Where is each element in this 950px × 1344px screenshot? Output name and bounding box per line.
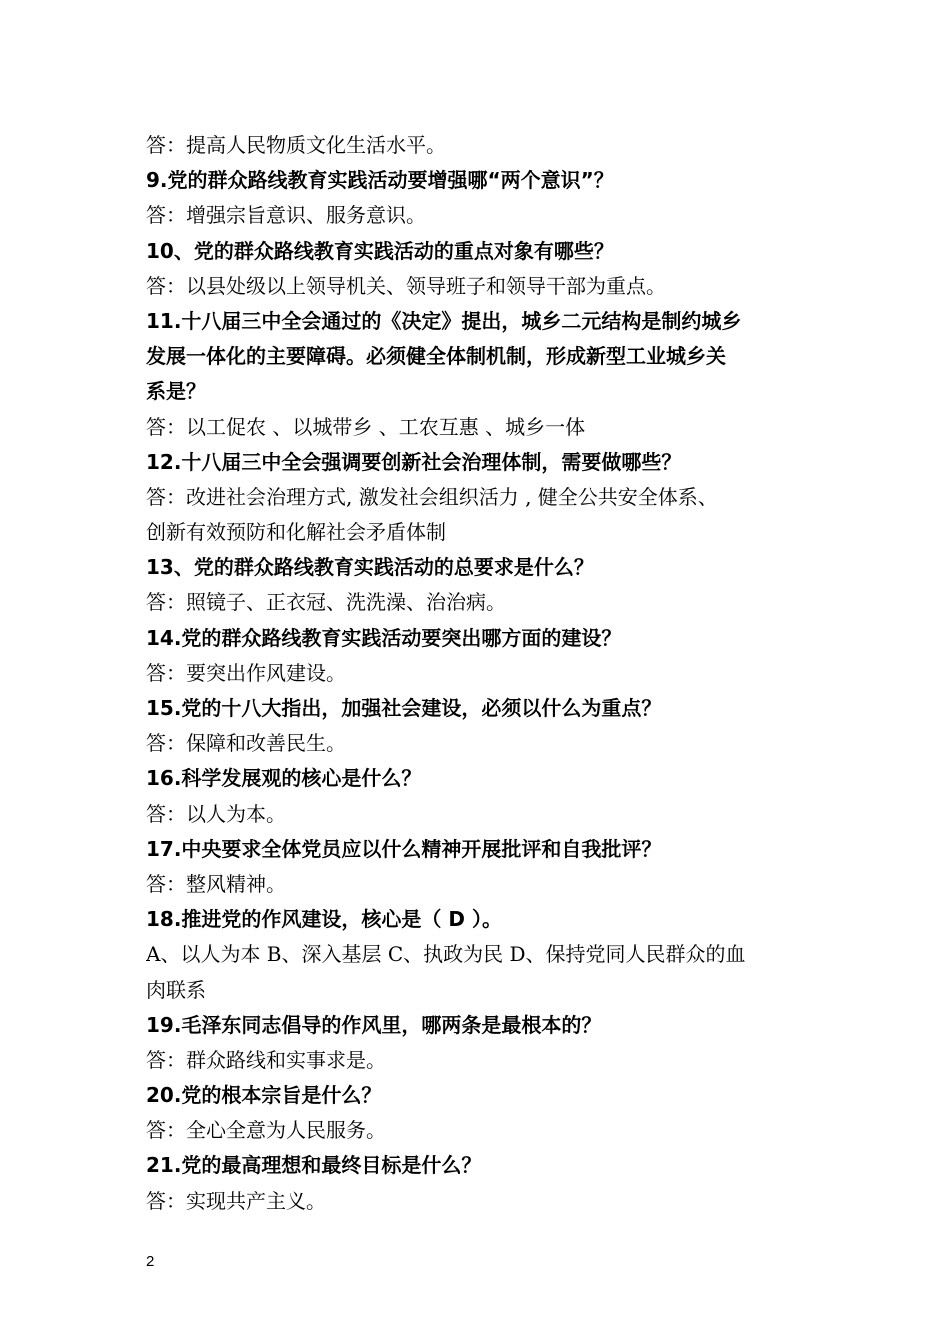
question-line: 16.科学发展观的核心是什么？ xyxy=(146,766,422,791)
answer-line: 答：改进社会治理方式, 激发社会组织活力 , 健全公共安全体系、 xyxy=(146,484,718,509)
answer-line: 答：提高人民物质文化生活水平。 xyxy=(146,133,446,157)
answer-line: 答：保障和改善民生。 xyxy=(146,731,346,756)
page-number: 2 xyxy=(146,1253,155,1270)
question-line: 发展一体化的主要障碍。必须健全体制机制，形成新型工业城乡关 xyxy=(146,344,726,369)
answer-line: 创新有效预防和化解社会矛盾体制 xyxy=(146,520,446,545)
answer-line: 答：以工促农 、以城带乡 、工农互惠 、城乡一体 xyxy=(146,414,586,439)
question-line: 系是？ xyxy=(146,379,206,404)
answer-line: 答：实现共产主义。 xyxy=(146,1188,326,1213)
answer-line: 答：要突出作风建设。 xyxy=(146,660,346,685)
document-body xyxy=(146,128,826,1219)
answer-line: 答：群众路线和实事求是。 xyxy=(146,1047,386,1072)
question-line: 13、党的群众路线教育实践活动的总要求是什么？ xyxy=(146,555,594,580)
question-line: 21.党的最高理想和最终目标是什么？ xyxy=(146,1153,482,1178)
answer-line: 答：增强宗旨意识、服务意识。 xyxy=(146,203,426,228)
question-line: 20.党的根本宗旨是什么？ xyxy=(146,1083,382,1108)
question-line: 17.中央要求全体党员应以什么精神开展批评和自我批评？ xyxy=(146,836,662,861)
question-line: 9.党的群众路线教育实践活动要增强哪“两个意识”？ xyxy=(146,168,614,193)
answer-line: 答：整风精神。 xyxy=(146,871,286,896)
answer-line: 答：以人为本。 xyxy=(146,801,286,826)
question-line: 15.党的十八大指出，加强社会建设，必须以什么为重点？ xyxy=(146,696,662,720)
answer-line: A、以人为本 B、深入基层 C、执政为民 D、保持党同人民群众的血 xyxy=(146,942,746,967)
question-line: 11.十八届三中全会通过的《决定》提出，城乡二元结构是制约城乡 xyxy=(146,308,742,333)
answer-line: 答：全心全意为人民服务。 xyxy=(146,1118,386,1143)
question-line: 14.党的群众路线教育实践活动要突出哪方面的建设？ xyxy=(146,625,622,650)
question-line: 12.十八届三中全会强调要创新社会治理体制，需要做哪些？ xyxy=(146,449,682,474)
answer-line: 肉联系 xyxy=(146,977,206,1002)
question-line: 18.推进党的作风建设，核心是（ D ）。 xyxy=(146,907,502,932)
question-line: 19.毛泽东同志倡导的作风里，哪两条是最根本的？ xyxy=(146,1012,602,1037)
question-line: 10、党的群众路线教育实践活动的重点对象有哪些？ xyxy=(146,238,614,263)
answer-line: 答：以县处级以上领导机关、领导班子和领导干部为重点。 xyxy=(146,273,666,298)
answer-line: 答：照镜子、正衣冠、洗洗澡、治治病。 xyxy=(146,590,506,615)
